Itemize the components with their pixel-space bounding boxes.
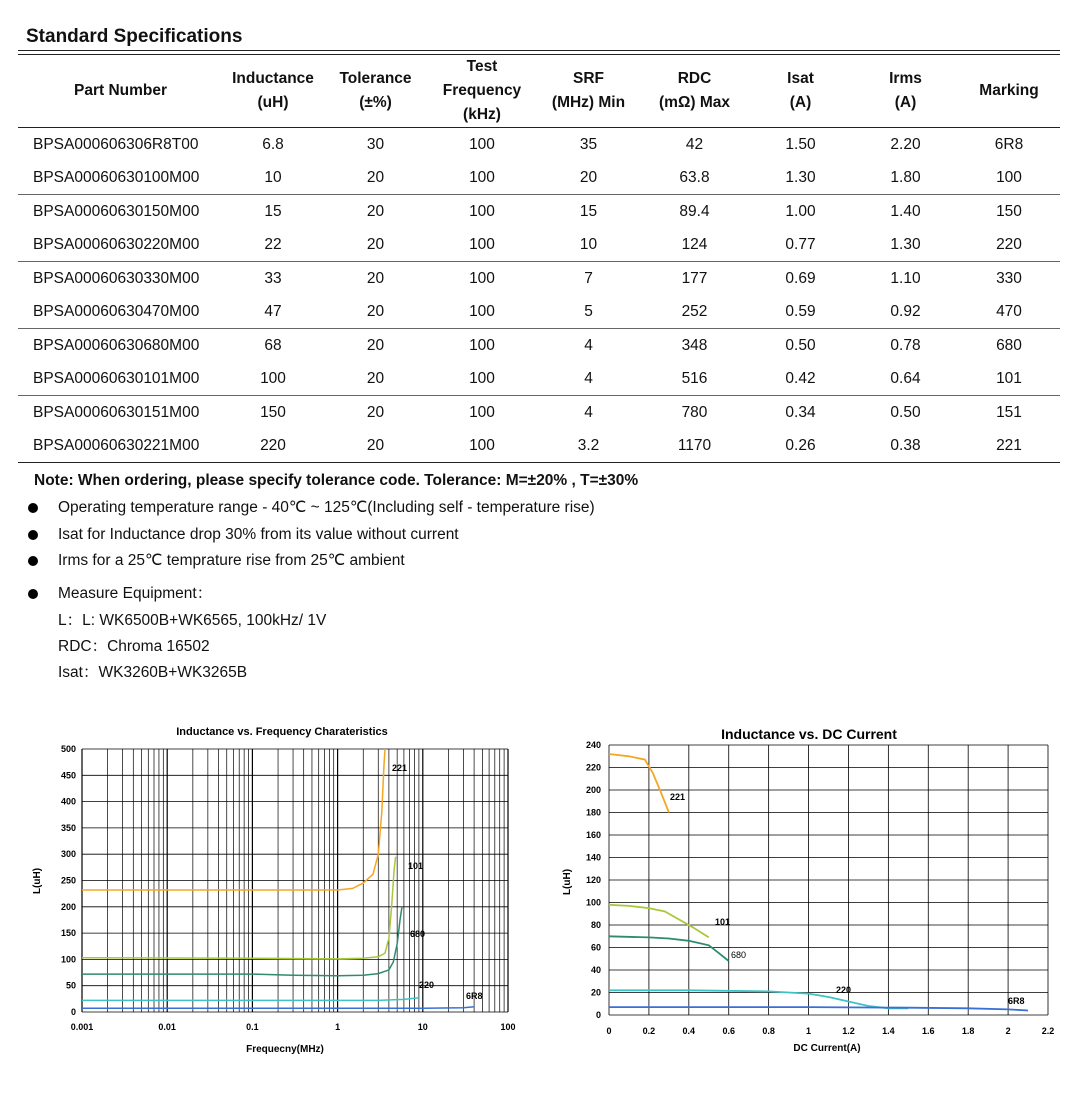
y-axis-label: L(uH) [562, 868, 573, 896]
table-cell: 68 [264, 336, 282, 354]
y-tick-label: 160 [585, 830, 601, 840]
x-tick-label: 0.01 [158, 1022, 176, 1032]
table-cell: 6.8 [262, 135, 284, 153]
x-tick-label: 1.2 [842, 1026, 855, 1036]
part-number-cell: BPSA00060630221M00 [33, 436, 200, 454]
y-tick-label: 120 [585, 875, 601, 885]
series-label: 680 [731, 950, 747, 960]
y-tick-label: 220 [585, 762, 601, 773]
column-header-line: (±%) [359, 94, 392, 111]
table-cell: 3.2 [577, 436, 600, 454]
y-tick-label: 200 [585, 785, 601, 795]
table-cell: 100 [469, 336, 495, 354]
x-tick-label: 0.2 [642, 1026, 656, 1036]
column-header-line: Test [466, 58, 498, 75]
table-cell: 20 [366, 436, 385, 454]
y-tick-label: 400 [60, 796, 76, 807]
series-line-220 [82, 998, 419, 1001]
series-label: 101 [715, 917, 731, 927]
table-cell: 20 [366, 302, 385, 320]
part-number-cell: BPSA00060630101M00 [33, 369, 200, 387]
table-cell: 100 [469, 436, 495, 454]
part-number-cell: BPSA00060630150M00 [33, 202, 200, 220]
x-tick-label: 0 [606, 1026, 612, 1036]
table-cell: 20 [366, 336, 385, 354]
column-header-line: (kHz) [463, 106, 501, 123]
column-header-line: Tolerance [339, 70, 412, 87]
table-cell: 20 [366, 403, 385, 421]
column-header-line: (MHz) Min [551, 94, 626, 111]
table-cell: 1170 [677, 436, 712, 454]
ordering-note: Note: When ordering, please specify tolerance code. Tolerance: M=±20% , T=±30% [34, 472, 639, 489]
table-cell: 220 [996, 235, 1022, 253]
table-cell: 1.30 [785, 168, 816, 186]
table-cell: 516 [681, 369, 708, 387]
x-tick-label: 2.2 [1041, 1026, 1055, 1036]
series-line-221 [609, 754, 669, 813]
part-number-cell: BPSA00060630330M00 [33, 269, 200, 287]
table-cell: 2.20 [890, 135, 921, 153]
column-header-line: (A) [789, 94, 812, 111]
table-cell: 0.78 [890, 336, 921, 354]
table-cell: 20 [579, 168, 598, 186]
column-header-line: Part Number [73, 82, 168, 99]
chart-title: Inductance vs. DC Current [721, 726, 897, 742]
table-cell: 1.10 [890, 269, 921, 287]
measure-line: Isat：WK3260B+WK3265B [58, 664, 248, 681]
x-tick-label: 0.6 [722, 1026, 735, 1036]
y-tick-label: 150 [60, 928, 76, 939]
table-cell: 7 [584, 269, 593, 287]
x-tick-label: 1.4 [882, 1026, 895, 1036]
table-cell: 0.38 [890, 436, 921, 454]
part-number-cell: BPSA000606306R8T00 [33, 135, 199, 153]
column-header-line: (uH) [257, 94, 289, 111]
y-tick-label: 180 [585, 807, 601, 818]
bullet-text: Isat for Inductance drop 30% from its value without current [58, 525, 459, 543]
x-tick-label: 100 [500, 1022, 516, 1032]
part-number-cell: BPSA00060630100M00 [33, 168, 200, 186]
table-cell: 100 [469, 302, 495, 320]
y-tick-label: 250 [60, 875, 76, 886]
table-cell: 0.26 [785, 436, 816, 454]
section-title: Standard Specifications [26, 26, 243, 47]
table-cell: 100 [469, 269, 495, 287]
table-cell: 330 [996, 269, 1022, 287]
table-cell: 4 [584, 369, 593, 387]
table-cell: 10 [264, 168, 282, 186]
table-cell: 220 [260, 436, 286, 454]
table-cell: 5 [584, 302, 593, 320]
column-header-line: Frequency [442, 82, 522, 99]
series-label: 220 [836, 985, 852, 995]
column-header-line: RDC [677, 70, 712, 87]
table-cell: 0.50 [890, 403, 921, 421]
table-cell: 101 [996, 369, 1022, 387]
table-cell: 100 [469, 135, 495, 153]
table-cell: 47 [264, 302, 282, 320]
y-tick-label: 100 [60, 954, 76, 965]
column-header-line: (A) [894, 94, 917, 111]
x-tick-label: 1 [806, 1026, 812, 1036]
table-cell: 680 [996, 336, 1022, 354]
series-label: 6R8 [1008, 996, 1025, 1006]
table-cell: 177 [681, 269, 708, 287]
table-cell: 4 [584, 403, 593, 421]
table-cell: 10 [579, 235, 598, 253]
table-cell: 0.77 [785, 235, 816, 253]
table-cell: 124 [681, 235, 708, 253]
table-cell: 150 [260, 403, 286, 421]
measure-line: L：L: WK6500B+WK6565, 100kHz/ 1V [58, 612, 327, 629]
table-cell: 0.42 [785, 369, 816, 387]
table-cell: 470 [996, 302, 1022, 320]
table-cell: 100 [469, 403, 495, 421]
series-line-6R8 [609, 1007, 1028, 1010]
table-cell: 0.69 [785, 269, 816, 287]
table-cell: 348 [681, 336, 708, 354]
x-axis-label: DC Current(A) [793, 1043, 861, 1054]
table-cell: 252 [681, 302, 708, 320]
x-axis-label: Frequecny(MHz) [246, 1044, 324, 1055]
table-cell: 89.4 [679, 202, 710, 220]
table-cell: 151 [996, 403, 1022, 421]
measure-line: RDC：Chroma 16502 [58, 638, 210, 655]
y-tick-label: 0 [70, 1007, 76, 1017]
y-tick-label: 50 [65, 980, 76, 991]
y-tick-label: 300 [60, 849, 76, 860]
table-cell: 1.50 [785, 135, 816, 153]
series-label: 6R8 [466, 991, 483, 1001]
table-cell: 20 [366, 202, 385, 220]
table-cell: 33 [264, 269, 282, 287]
y-tick-label: 200 [60, 901, 76, 912]
table-cell: 1.30 [890, 235, 921, 253]
table-cell: 0.92 [890, 302, 921, 320]
table-cell: 35 [579, 135, 598, 153]
chart-title: Inductance vs. Frequency Charateristics [176, 726, 388, 738]
column-header-line: Inductance [232, 70, 314, 87]
x-tick-label: 1 [335, 1022, 341, 1032]
table-cell: 100 [469, 202, 495, 220]
part-number-cell: BPSA00060630680M00 [33, 336, 200, 354]
table-cell: 0.50 [785, 336, 816, 354]
x-tick-label: 1.6 [922, 1026, 935, 1036]
series-label: 220 [419, 980, 435, 990]
part-number-cell: BPSA00060630220M00 [33, 235, 200, 253]
y-tick-label: 450 [60, 770, 76, 781]
bullet-text: Irms for a 25℃ temprature rise from 25℃ ambient [58, 552, 405, 569]
table-cell: 42 [685, 135, 704, 153]
table-cell: 4 [584, 336, 593, 354]
table-cell: 100 [469, 369, 495, 387]
series-line-680 [82, 907, 402, 976]
table-cell: 100 [469, 235, 495, 253]
x-tick-label: 0.8 [762, 1026, 775, 1036]
table-cell: 1.80 [890, 168, 921, 186]
y-tick-label: 40 [590, 965, 601, 975]
table-cell: 15 [579, 202, 598, 220]
bullet-text: Operating temperature range - 40℃ ~ 125℃(Including self - temperature rise) [58, 499, 595, 516]
bullet-text: Measure Equipment： [58, 584, 213, 602]
table-cell: 15 [264, 202, 282, 220]
table-cell: 1.40 [890, 202, 921, 220]
series-line-101 [609, 905, 709, 938]
column-header-line: Irms [889, 70, 922, 87]
x-tick-label: 0.001 [70, 1022, 94, 1032]
table-cell: 30 [366, 135, 385, 153]
column-header-line: Isat [787, 70, 814, 87]
table-cell: 20 [366, 235, 385, 253]
table-cell: 22 [264, 235, 282, 253]
y-tick-label: 20 [590, 987, 601, 998]
table-cell: 221 [996, 436, 1022, 454]
column-header-line: (mΩ) Max [659, 94, 730, 111]
x-tick-label: 0.1 [246, 1022, 259, 1032]
series-label: 221 [392, 763, 408, 773]
x-tick-label: 2 [1005, 1026, 1011, 1036]
table-cell: 0.34 [785, 403, 816, 421]
column-header-line: Marking [979, 82, 1039, 99]
table-cell: 150 [996, 202, 1022, 220]
table-cell: 20 [366, 168, 385, 186]
series-line-220 [609, 990, 908, 1008]
table-cell: 100 [260, 369, 286, 387]
y-tick-label: 240 [585, 740, 601, 750]
y-tick-label: 140 [585, 852, 601, 863]
series-label: 680 [410, 929, 426, 939]
x-tick-label: 10 [417, 1022, 428, 1032]
x-tick-label: 0.4 [682, 1026, 696, 1036]
y-tick-label: 350 [60, 822, 76, 833]
y-tick-label: 0 [595, 1010, 601, 1020]
table-cell: 780 [681, 403, 708, 421]
part-number-cell: BPSA00060630151M00 [33, 403, 200, 421]
table-cell: 1.00 [785, 202, 816, 220]
table-cell: 63.8 [679, 168, 710, 186]
series-label: 101 [408, 861, 424, 871]
table-cell: 0.64 [890, 369, 921, 387]
y-tick-label: 60 [590, 942, 601, 953]
part-number-cell: BPSA00060630470M00 [33, 302, 200, 320]
table-cell: 0.59 [785, 302, 816, 320]
series-label: 221 [670, 792, 686, 802]
series-line-680 [609, 936, 729, 961]
y-tick-label: 100 [585, 897, 601, 908]
table-cell: 20 [366, 269, 385, 287]
column-header-line: SRF [573, 70, 604, 87]
table-cell: 100 [469, 168, 495, 186]
table-cell: 20 [366, 369, 385, 387]
series-line-101 [82, 857, 396, 959]
y-tick-label: 500 [60, 744, 76, 754]
x-tick-label: 1.8 [961, 1026, 975, 1036]
y-tick-label: 80 [590, 920, 601, 930]
table-cell: 100 [996, 168, 1022, 186]
table-cell: 6R8 [994, 135, 1024, 153]
y-axis-label: L(uH) [32, 867, 43, 895]
